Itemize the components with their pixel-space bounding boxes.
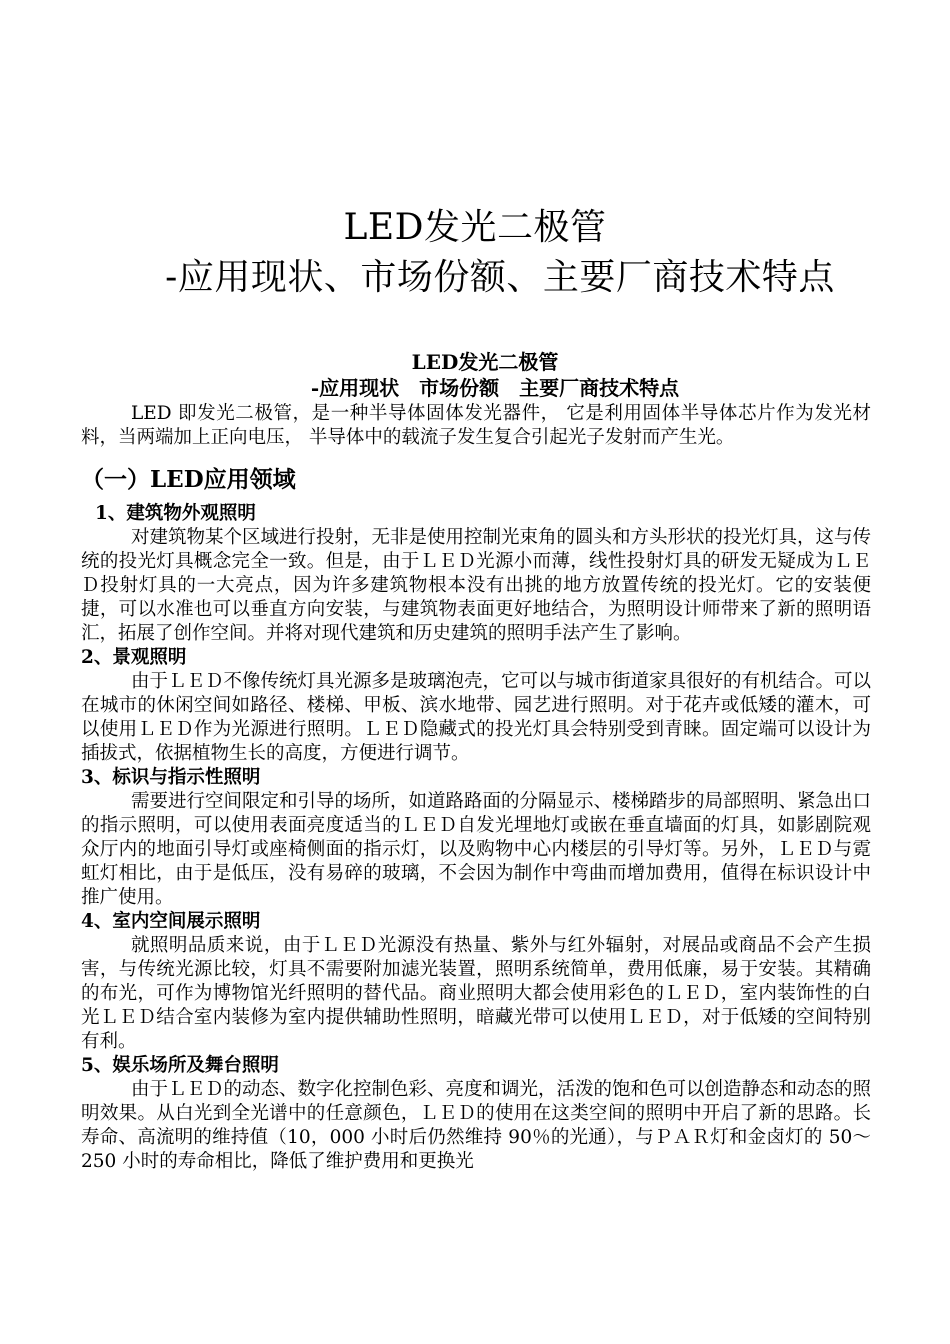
intro-paragraph: LED 即发光二极管，是一种半导体固体发光器件， 它是利用固体半导体芯片作为发光材料，当两端加上正向电压， 半导体中的载流子发生复合引起光子发射而产生光。 bbox=[81, 403, 871, 448]
item-paragraph: 由于ＬＥＤ不像传统灯具光源多是玻璃泡壳，它可以与城市街道家具很好的有机结合。可以在城市的休闲空间如路径、楼梯、甲板、滨水地带、园艺进行照明。对于花卉或低矮的灌木，可以使用ＬＥＤ作为光源进行照明。ＬＥＤ隐藏式的投光灯具会特别受到青睐。固定端可以设计为插拔式，依据植物生长的高度，方便进行调节。 bbox=[81, 671, 871, 764]
item-heading: 3、标识与指示性照明 bbox=[81, 767, 261, 788]
subtitle-line1: LED发光二极管 bbox=[411, 350, 559, 374]
item-paragraph: 就照明品质来说，由于ＬＥＤ光源没有热量、紫外与红外辐射，对展品或商品不会产生损害，与传统光源比较，灯具不需要附加滤光装置，照明系统简单，费用低廉，易于安装。其精确的布光，可作为博物馆光纤照明的替代品。商业照明大都会使用彩色的ＬＥＤ，室内装饰性的白光ＬＥＤ结合室内装修为室内提供辅助性照明，暗藏光带可以使用ＬＥＤ，对于低矮的空间特别有利。 bbox=[81, 935, 871, 1052]
main-title-line1: LED发光二极管 bbox=[343, 207, 607, 248]
subtitle-line2: -应用现状 市场份额 主要厂商技术特点 bbox=[310, 376, 680, 400]
main-title-line2: -应用现状、市场份额、主要厂商技术特点 bbox=[165, 257, 835, 298]
item-paragraph: 需要进行空间限定和引导的场所，如道路路面的分隔显示、楼梯踏步的局部照明、紧急出口的指示照明，可以使用表面亮度适当的ＬＥＤ自发光埋地灯或嵌在垂直墙面的灯具，如影剧院观众厅内的地面引导灯或座椅侧面的指示灯，以及购物中心内楼层的引导灯等。另外，ＬＥＤ与霓虹灯相比，由于是低压，没有易碎的玻璃，不会因为制作中弯曲而增加费用，值得在标识设计中推广使用。 bbox=[81, 791, 871, 908]
item-paragraph: 由于ＬＥＤ的动态、数字化控制色彩、亮度和调光，活泼的饱和色可以创造静态和动态的照明效果。从白光到全光谱中的任意颜色，ＬＥＤ的使用在这类空间的照明中开启了新的思路。长寿命、高流明的维持值（10，000 小时后仍然维持 90％的光通），与ＰＡＲ灯和金卤灯的 50～250 小时的寿命相比，降低了维护费用和更换光 bbox=[81, 1079, 871, 1172]
section-heading: （一）LED应用领域 bbox=[81, 466, 296, 493]
document-body bbox=[81, 402, 871, 1174]
item-heading: 4、室内空间展示照明 bbox=[81, 911, 261, 932]
item-heading: 1、建筑物外观照明 bbox=[95, 503, 256, 524]
item-heading: 5、娱乐场所及舞台照明 bbox=[81, 1055, 279, 1076]
item-heading: 2、景观照明 bbox=[81, 647, 187, 668]
item-paragraph: 对建筑物某个区域进行投射，无非是使用控制光束角的圆头和方头形状的投光灯具，这与传统的投光灯具概念完全一致。但是，由于ＬＥＤ光源小而薄，线性投射灯具的研发无疑成为ＬＥＤ投射灯具的一大亮点，因为许多建筑物根本没有出挑的地方放置传统的投光灯。它的安装便捷，可以水准也可以垂直方向安装，与建筑物表面更好地结合，为照明设计师带来了新的照明语汇，拓展了创作空间。并将对现代建筑和历史建筑的照明手法产生了影响。 bbox=[81, 527, 871, 644]
